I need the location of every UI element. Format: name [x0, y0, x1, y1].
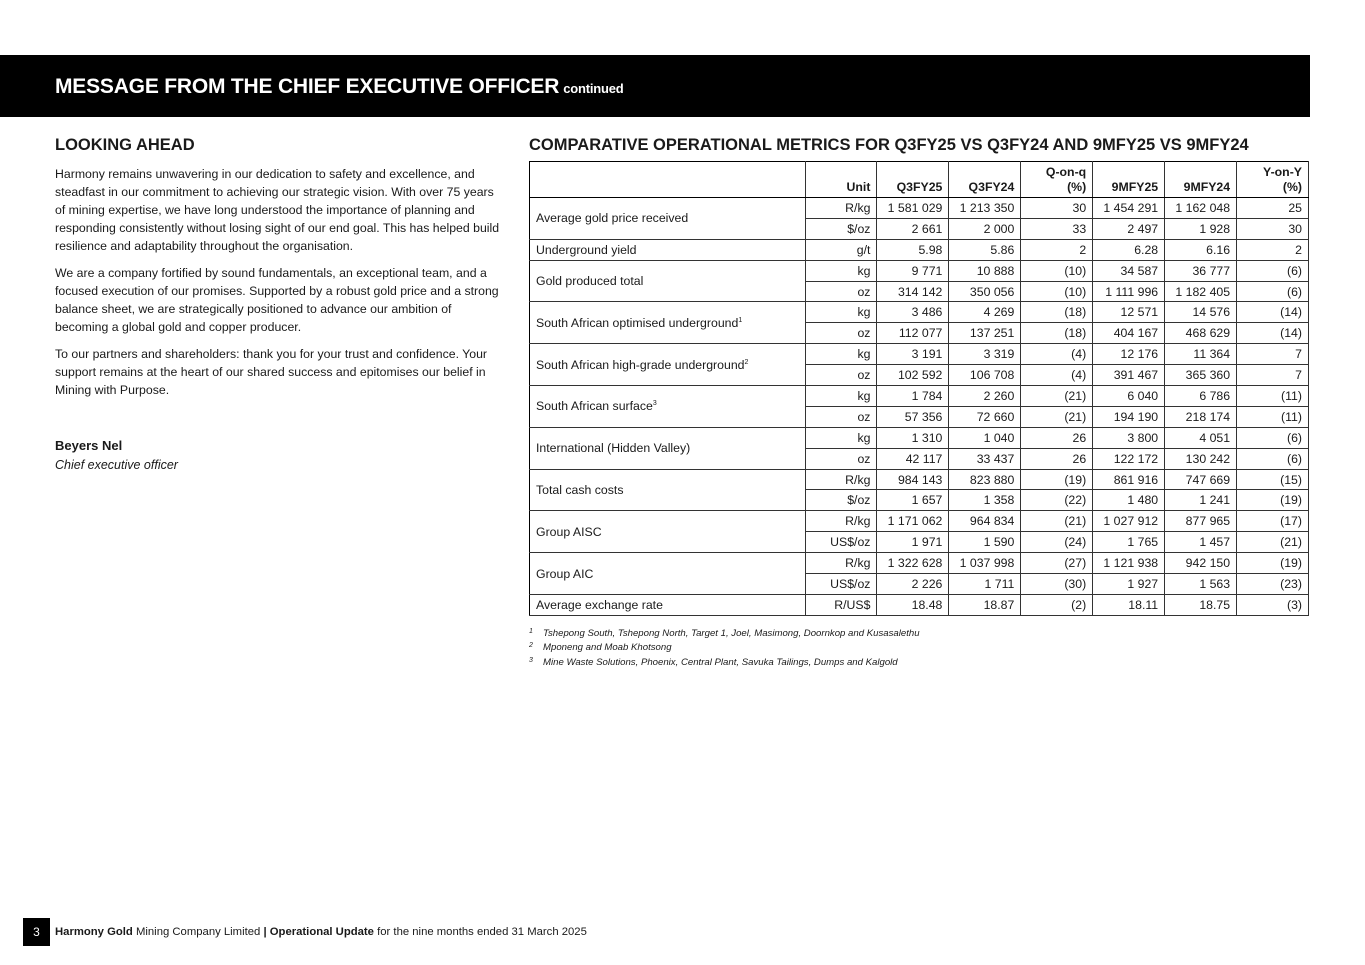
table-row [530, 427, 1309, 448]
cell-q3fy25: 984 143 [877, 469, 949, 490]
cell-q3fy25: 18.48 [877, 594, 949, 615]
cell-unit: R/kg [805, 469, 877, 490]
signer-role: Chief executive officer [55, 458, 178, 472]
metric-label: International (Hidden Valley) [530, 427, 806, 469]
cell-yony: (6) [1237, 281, 1309, 302]
cell-yony: (23) [1237, 574, 1309, 595]
signer-name: Beyers Nel [55, 438, 123, 453]
cell-q3fy25: 9 771 [877, 260, 949, 281]
cell-9mfy25: 861 916 [1093, 469, 1165, 490]
cell-9mfy25: 3 800 [1093, 427, 1165, 448]
table-row [530, 198, 1309, 219]
cell-unit: kg [805, 386, 877, 407]
footnote-ref: 2 [744, 358, 749, 366]
cell-qonq: 33 [1021, 218, 1093, 239]
page-title: MESSAGE FROM THE CHIEF EXECUTIVE OFFICER continued [55, 75, 624, 98]
cell-yony: (19) [1237, 490, 1309, 511]
cell-q3fy24: 1 213 350 [949, 198, 1021, 219]
cell-q3fy24: 823 880 [949, 469, 1021, 490]
cell-9mfy25: 34 587 [1093, 260, 1165, 281]
table-row [530, 511, 1309, 532]
cell-q3fy24: 137 251 [949, 323, 1021, 344]
cell-qonq: (21) [1021, 406, 1093, 427]
cell-9mfy24: 942 150 [1165, 553, 1237, 574]
cell-9mfy24: 1 182 405 [1165, 281, 1237, 302]
cell-9mfy24: 218 174 [1165, 406, 1237, 427]
page-footer [23, 918, 587, 946]
header-qonq: Q-on-q (%) [1021, 162, 1093, 198]
cell-unit: R/kg [805, 511, 877, 532]
cell-9mfy25: 122 172 [1093, 448, 1165, 469]
cell-q3fy25: 1 322 628 [877, 553, 949, 574]
cell-qonq: 30 [1021, 198, 1093, 219]
cell-yony: (3) [1237, 594, 1309, 615]
cell-yony: (17) [1237, 511, 1309, 532]
footer-text: Harmony Gold Mining Company Limited | Operational Update for the nine months ended 31 March 2025 [55, 926, 587, 938]
cell-9mfy24: 6.16 [1165, 239, 1237, 260]
table-row [530, 594, 1309, 615]
cell-yony: (6) [1237, 427, 1309, 448]
table-row [530, 344, 1309, 365]
table-row [530, 302, 1309, 323]
cell-qonq: (18) [1021, 302, 1093, 323]
cell-q3fy24: 4 269 [949, 302, 1021, 323]
cell-9mfy25: 1 027 912 [1093, 511, 1165, 532]
cell-9mfy25: 12 176 [1093, 344, 1165, 365]
cell-q3fy24: 964 834 [949, 511, 1021, 532]
looking-ahead-section [55, 136, 503, 472]
cell-qonq: (4) [1021, 344, 1093, 365]
cell-qonq: (4) [1021, 365, 1093, 386]
cell-yony: (6) [1237, 448, 1309, 469]
cell-yony: 25 [1237, 198, 1309, 219]
cell-unit: oz [805, 365, 877, 386]
cell-unit: $/oz [805, 218, 877, 239]
paragraph: To our partners and shareholders: thank you for your trust and confidence. Your support remains at the heart of our shared success and epitomises our belief in Mining with Purpose. [55, 347, 488, 397]
cell-q3fy25: 57 356 [877, 406, 949, 427]
cell-qonq: (10) [1021, 260, 1093, 281]
cell-qonq: 26 [1021, 448, 1093, 469]
footnote-ref: 1 [738, 316, 743, 324]
cell-q3fy24: 33 437 [949, 448, 1021, 469]
cell-q3fy24: 18.87 [949, 594, 1021, 615]
title-suffix: continued [563, 81, 624, 96]
footnote: 1 Tshepong South, Tshepong North, Target 1, Joel, Masimong, Doornkop and Kusasalethu [529, 627, 920, 639]
cell-unit: kg [805, 427, 877, 448]
cell-9mfy24: 36 777 [1165, 260, 1237, 281]
cell-9mfy25: 404 167 [1093, 323, 1165, 344]
cell-9mfy25: 1 480 [1093, 490, 1165, 511]
cell-q3fy24: 10 888 [949, 260, 1021, 281]
cell-9mfy24: 468 629 [1165, 323, 1237, 344]
cell-q3fy25: 1 171 062 [877, 511, 949, 532]
cell-qonq: 26 [1021, 427, 1093, 448]
header-banner [0, 55, 1310, 117]
table-row [530, 469, 1309, 490]
table-row [530, 260, 1309, 281]
cell-q3fy24: 1 037 998 [949, 553, 1021, 574]
table-header-row [530, 162, 1309, 198]
cell-9mfy24: 1 928 [1165, 218, 1237, 239]
cell-q3fy24: 1 590 [949, 532, 1021, 553]
cell-unit: oz [805, 281, 877, 302]
cell-q3fy25: 1 581 029 [877, 198, 949, 219]
cell-q3fy25: 5.98 [877, 239, 949, 260]
cell-9mfy24: 747 669 [1165, 469, 1237, 490]
header-q3fy25: Q3FY25 [877, 162, 949, 198]
cell-q3fy24: 1 040 [949, 427, 1021, 448]
cell-q3fy24: 3 319 [949, 344, 1021, 365]
cell-q3fy25: 42 117 [877, 448, 949, 469]
cell-q3fy25: 1 971 [877, 532, 949, 553]
cell-q3fy24: 1 711 [949, 574, 1021, 595]
cell-yony: (21) [1237, 532, 1309, 553]
cell-9mfy25: 1 927 [1093, 574, 1165, 595]
metric-label: Group AISC [530, 511, 806, 553]
metric-label: South African surface$^3$ [530, 386, 806, 428]
cell-9mfy25: 1 111 996 [1093, 281, 1165, 302]
cell-unit: oz [805, 448, 877, 469]
cell-q3fy25: 102 592 [877, 365, 949, 386]
cell-q3fy25: 1 310 [877, 427, 949, 448]
header-9mfy24: 9MFY24 [1165, 162, 1237, 198]
cell-yony: 30 [1237, 218, 1309, 239]
cell-qonq: (27) [1021, 553, 1093, 574]
paragraph: Harmony remains unwavering in our dedication to safety and excellence, and steadfast in our commitment to achieving our strategic vision. With over 75 years of mining expertise, we have long understood the importance of planning and responding consistently without losing sight of our end goal. This has helped build resilience and adaptability throughout the organisation. [55, 167, 500, 253]
cell-unit: R/kg [805, 198, 877, 219]
cell-9mfy24: 6 786 [1165, 386, 1237, 407]
cell-9mfy25: 6.28 [1093, 239, 1165, 260]
cell-9mfy25: 1 765 [1093, 532, 1165, 553]
cell-9mfy24: 1 457 [1165, 532, 1237, 553]
cell-qonq: (22) [1021, 490, 1093, 511]
cell-unit: $/oz [805, 490, 877, 511]
cell-9mfy24: 14 576 [1165, 302, 1237, 323]
cell-qonq: 2 [1021, 239, 1093, 260]
cell-qonq: (21) [1021, 511, 1093, 532]
cell-q3fy25: 314 142 [877, 281, 949, 302]
cell-q3fy24: 72 660 [949, 406, 1021, 427]
header-9mfy25: 9MFY25 [1093, 162, 1165, 198]
cell-q3fy24: 5.86 [949, 239, 1021, 260]
footnote: 3 Mine Waste Solutions, Phoenix, Central Plant, Savuka Tailings, Dumps and Kalgold [529, 656, 898, 668]
cell-qonq: (10) [1021, 281, 1093, 302]
cell-9mfy24: 11 364 [1165, 344, 1237, 365]
cell-yony: 2 [1237, 239, 1309, 260]
cell-q3fy25: 1 784 [877, 386, 949, 407]
cell-9mfy24: 365 360 [1165, 365, 1237, 386]
cell-9mfy24: 130 242 [1165, 448, 1237, 469]
cell-yony: (6) [1237, 260, 1309, 281]
metric-label: Underground yield [530, 239, 806, 260]
cell-qonq: (18) [1021, 323, 1093, 344]
metric-label: Total cash costs [530, 469, 806, 511]
footnotes [529, 627, 1309, 671]
cell-9mfy25: 2 497 [1093, 218, 1165, 239]
metric-label: South African high-grade underground$^2$ [530, 344, 806, 386]
metric-label: Average exchange rate [530, 594, 806, 615]
cell-yony: (14) [1237, 302, 1309, 323]
cell-unit: US$/oz [805, 574, 877, 595]
metrics-section [529, 136, 1309, 670]
cell-9mfy24: 1 563 [1165, 574, 1237, 595]
cell-9mfy25: 194 190 [1093, 406, 1165, 427]
cell-9mfy24: 18.75 [1165, 594, 1237, 615]
cell-9mfy25: 1 454 291 [1093, 198, 1165, 219]
cell-unit: US$/oz [805, 532, 877, 553]
header-metric [530, 162, 806, 198]
section-heading: LOOKING AHEAD [55, 136, 195, 154]
cell-9mfy24: 1 241 [1165, 490, 1237, 511]
cell-qonq: (21) [1021, 386, 1093, 407]
metric-label: Group AIC [530, 553, 806, 595]
cell-unit: kg [805, 302, 877, 323]
cell-unit: kg [805, 260, 877, 281]
cell-q3fy24: 2 000 [949, 218, 1021, 239]
table-row [530, 386, 1309, 407]
metric-label: Gold produced total [530, 260, 806, 302]
cell-q3fy25: 2 661 [877, 218, 949, 239]
cell-yony: (11) [1237, 406, 1309, 427]
metrics-table [529, 161, 1309, 616]
cell-9mfy25: 6 040 [1093, 386, 1165, 407]
cell-qonq: (30) [1021, 574, 1093, 595]
cell-yony: (19) [1237, 553, 1309, 574]
cell-q3fy24: 350 056 [949, 281, 1021, 302]
cell-qonq: (2) [1021, 594, 1093, 615]
cell-q3fy24: 2 260 [949, 386, 1021, 407]
cell-q3fy25: 112 077 [877, 323, 949, 344]
cell-9mfy25: 12 571 [1093, 302, 1165, 323]
cell-yony: (15) [1237, 469, 1309, 490]
cell-qonq: (19) [1021, 469, 1093, 490]
table-heading: COMPARATIVE OPERATIONAL METRICS FOR Q3FY25 VS Q3FY24 AND 9MFY25 VS 9MFY24 [529, 136, 1249, 154]
table-row [530, 553, 1309, 574]
cell-unit: g/t [805, 239, 877, 260]
cell-unit: oz [805, 323, 877, 344]
table-row [530, 239, 1309, 260]
cell-q3fy24: 1 358 [949, 490, 1021, 511]
paragraph: We are a company fortified by sound fundamentals, an exceptional team, and a focused execution of our promises. Supported by a robust gold price and a strong balance sheet, we are strategically positioned to advance our ambition of becoming a global gold and copper producer. [55, 266, 499, 334]
header-unit: Unit [805, 162, 877, 198]
cell-unit: kg [805, 344, 877, 365]
header-q3fy24: Q3FY24 [949, 162, 1021, 198]
cell-9mfy25: 18.11 [1093, 594, 1165, 615]
cell-9mfy25: 391 467 [1093, 365, 1165, 386]
cell-yony: (11) [1237, 386, 1309, 407]
cell-q3fy25: 3 486 [877, 302, 949, 323]
cell-q3fy24: 106 708 [949, 365, 1021, 386]
cell-yony: 7 [1237, 365, 1309, 386]
metric-label: Average gold price received [530, 198, 806, 240]
cell-q3fy25: 2 226 [877, 574, 949, 595]
cell-unit: R/kg [805, 553, 877, 574]
cell-unit: oz [805, 406, 877, 427]
footnote-ref: 3 [652, 400, 657, 408]
cell-9mfy24: 4 051 [1165, 427, 1237, 448]
cell-qonq: (24) [1021, 532, 1093, 553]
header-yony: Y-on-Y (%) [1237, 162, 1309, 198]
cell-q3fy25: 1 657 [877, 490, 949, 511]
cell-9mfy25: 1 121 938 [1093, 553, 1165, 574]
cell-yony: 7 [1237, 344, 1309, 365]
cell-9mfy24: 1 162 048 [1165, 198, 1237, 219]
cell-unit: R/US$ [805, 594, 877, 615]
cell-yony: (14) [1237, 323, 1309, 344]
metric-label: South African optimised underground$^1$ [530, 302, 806, 344]
cell-q3fy25: 3 191 [877, 344, 949, 365]
cell-9mfy24: 877 965 [1165, 511, 1237, 532]
footnote: 2 Mponeng and Moab Khotsong [529, 642, 672, 654]
page-number: 3 [23, 918, 50, 946]
